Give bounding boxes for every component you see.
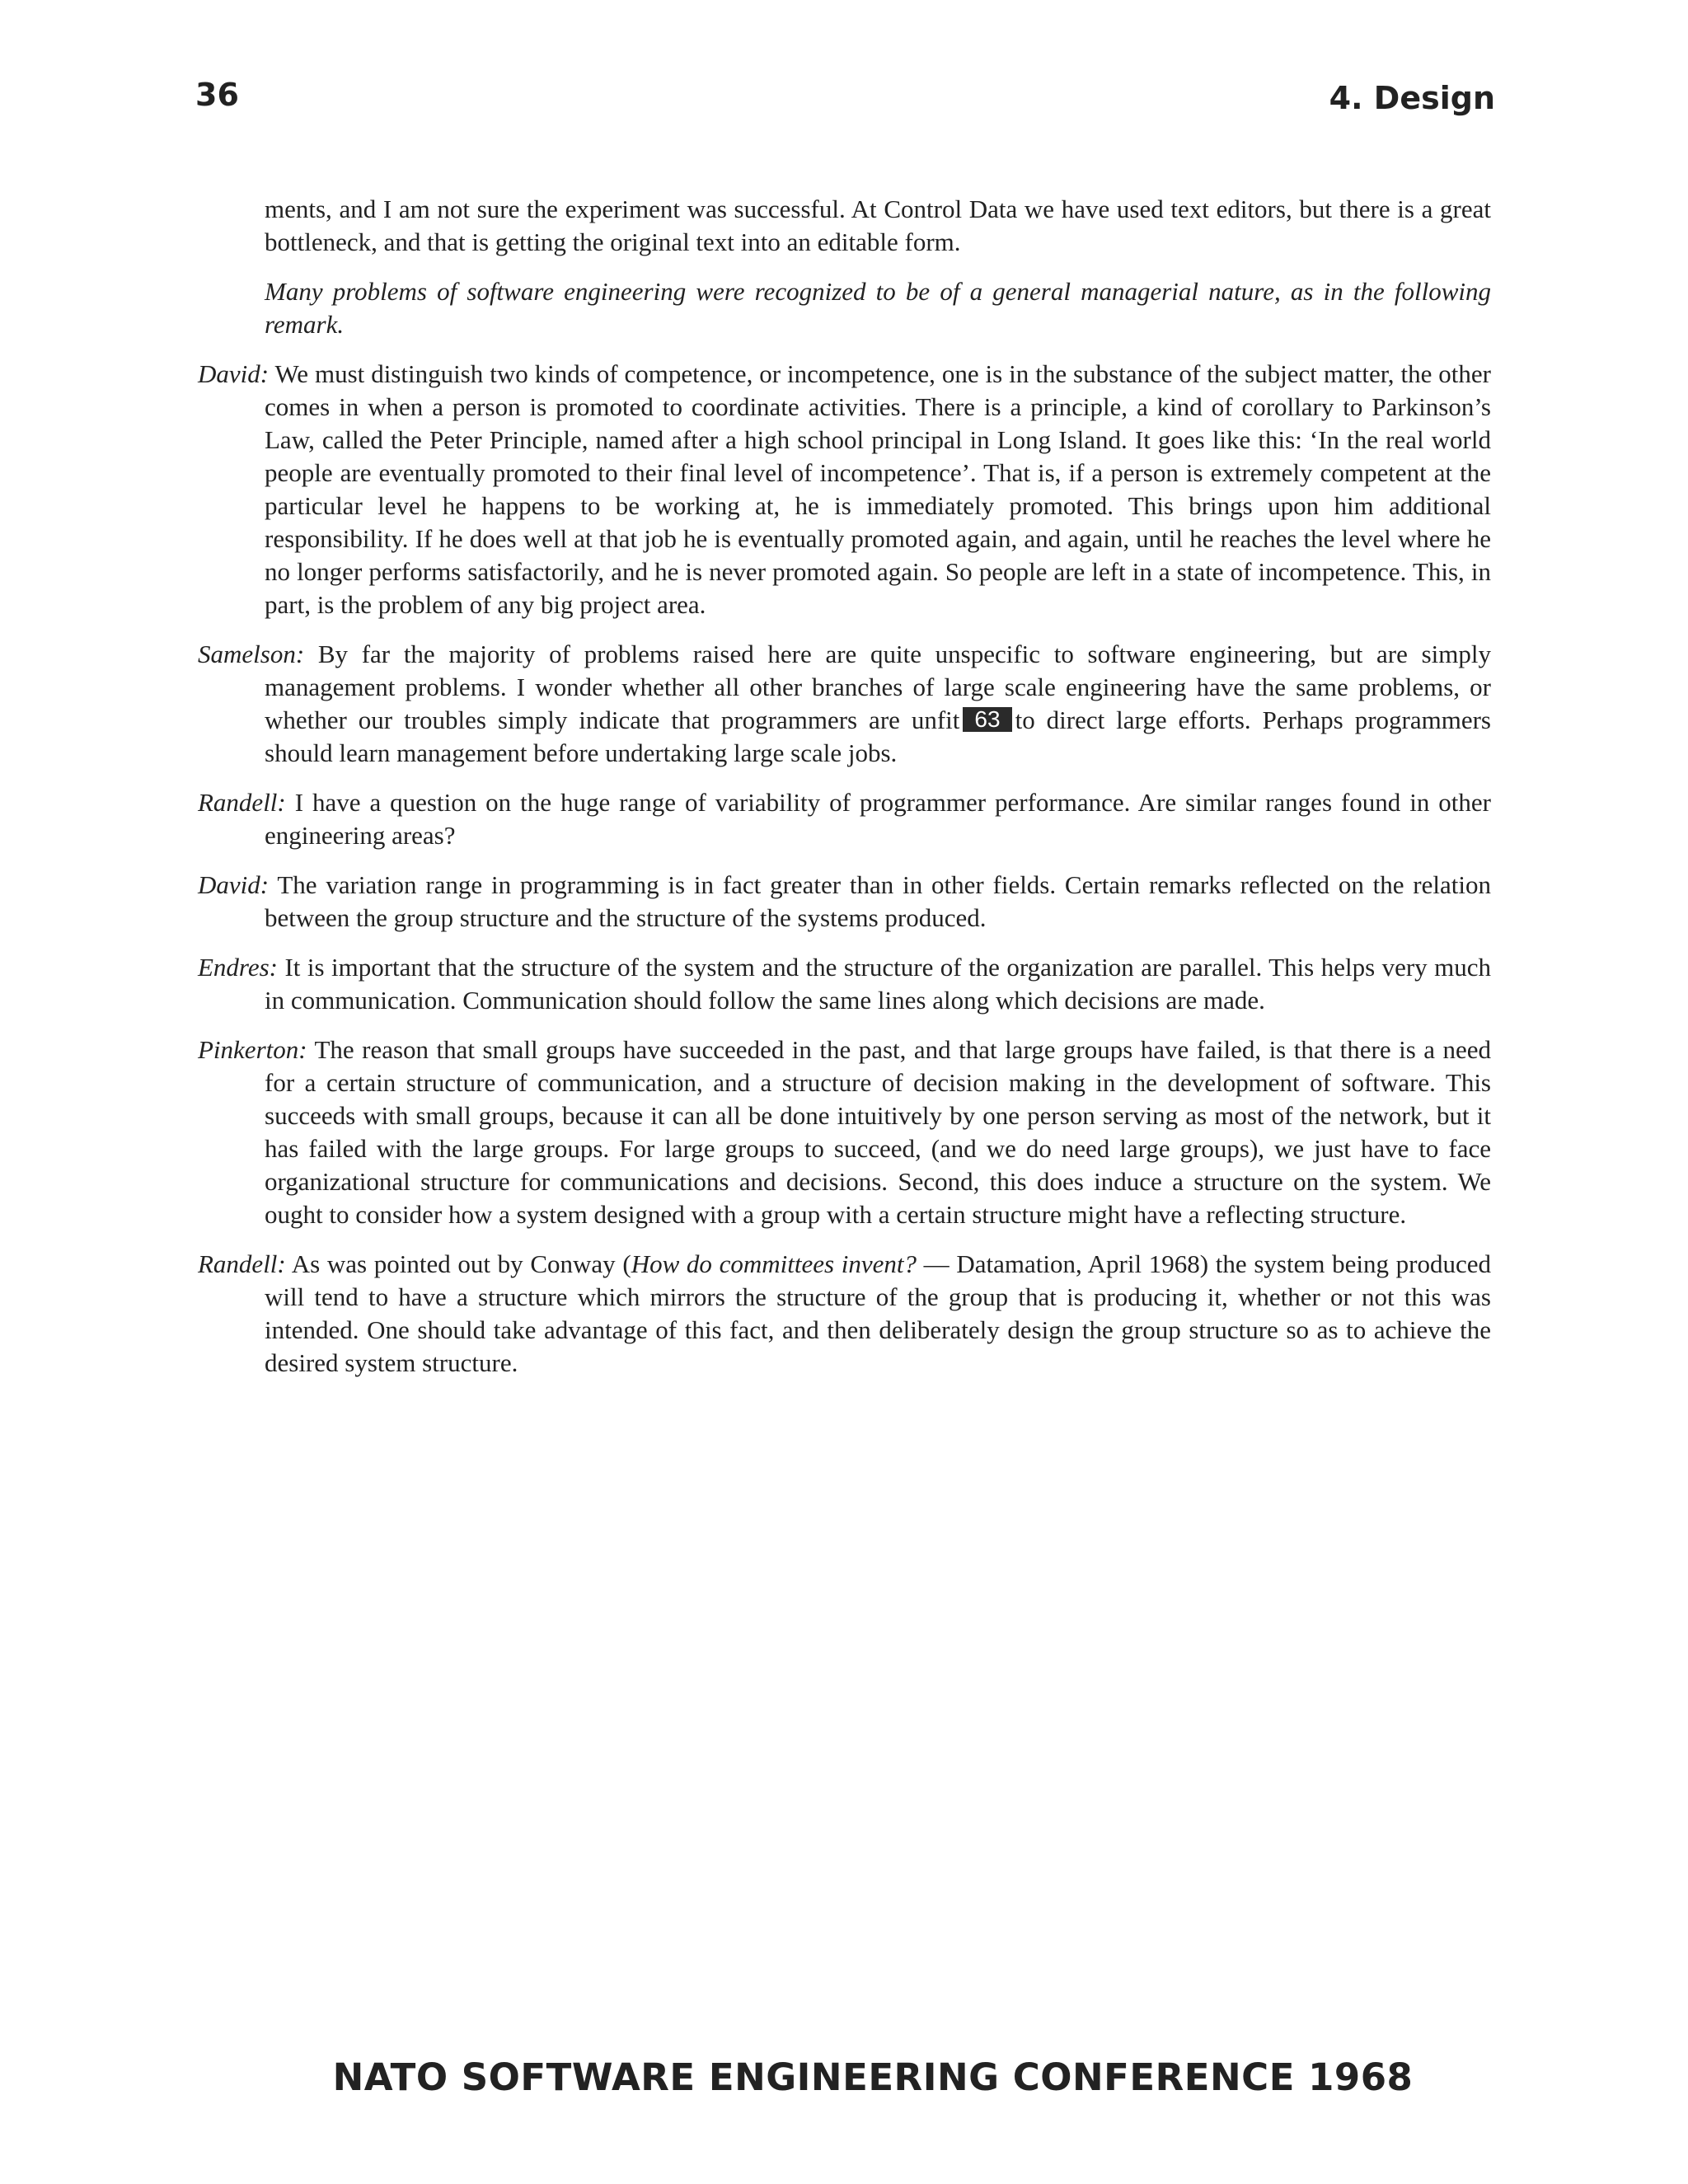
speaker-name: Endres: — [198, 953, 278, 982]
speaker-name: Randell: — [198, 788, 286, 817]
speech-text: We must distinguish two kinds of competence, or incompetence, one is in the substance of the subject matter, the other comes in when a person is promoted to coordinate activities. There is a principle, a kind of corollary to Parkinson’s Law, called the Peter Principle, named after a high school principal in Long Island. It goes like this: ‘In the real world people are eventually promoted to their final level of incompetence’. That is, if a person is extremely competent at the particular level he happens to be working at, he is immediately promoted. This brings upon him additional responsibility. If he does well at that job he is eventually promoted again, and again, until he reaches the level where he no longer performs satisfactorily, and he is never promoted again. So people are left in a state of incompetence. This, in part, is the problem of any big project area. — [265, 359, 1491, 619]
speech-text: The variation range in programming is in fact greater than in other fields. Certain remarks reflected on the relation between the group structure and the structure of the systems produced. — [265, 870, 1491, 932]
speaker-name: Samelson: — [198, 640, 305, 668]
speech-text: As was pointed out by Conway ( — [285, 1249, 631, 1278]
speaker-name: Pinkerton: — [198, 1035, 307, 1064]
speech-text-continued: to direct large efforts. Perhaps programmers should learn management before undertaking large scale jobs. — [265, 705, 1491, 767]
speech-samelson — [198, 638, 1491, 770]
page-marker-badge: 63 — [963, 707, 1011, 732]
speech-randell-2 — [198, 1248, 1491, 1380]
speaker-name: Randell: — [198, 1249, 286, 1278]
page-number: 36 — [195, 77, 239, 113]
speech-pinkerton — [198, 1033, 1491, 1231]
speech-text-continued: — Datamation, April 1968) the system being produced will tend to have a structure which mirrors the structure of the group that is producing it, whether or not this was intended. One should take advantage of this fact, and then deliberately design the group structure so as to achieve the desired system structure. — [265, 1249, 1492, 1377]
speaker-name: David: — [198, 359, 270, 388]
speech-text: It is important that the structure of the system and the structure of the organization are parallel. This helps very much in communication. Communication should follow the same lines along which decisions are made. — [265, 953, 1491, 1015]
speech-david-2 — [198, 869, 1491, 935]
chapter-title: 4. Design — [1329, 80, 1495, 116]
editorial-note: Many problems of software engineering were recognized to be of a general managerial nature, as in the following remark. — [265, 277, 1491, 339]
speech-text: By far the majority of problems raised here are quite unspecific to software engineering, but are simply management problems. I wonder whether all other branches of large scale engineering have the same problems, or whether our troubles simply indicate that programmers are unfit — [265, 640, 1491, 734]
running-footer: NATO SOFTWARE ENGINEERING CONFERENCE 1968 — [332, 2055, 1414, 2099]
speech-david-1 — [198, 358, 1491, 621]
cited-title: How do committees invent? — [631, 1249, 917, 1278]
speech-text: The reason that small groups have succeeded in the past, and that large groups have failed, is that there is a need for a certain structure of communication, and a structure of decision making in the development of software. This succeeds with small groups, because it can all be done intuitively by one person serving as most of the network, but it has failed with the large groups. For large groups to succeed, (and we do need large groups), we just have to face organizational structure for communications and decisions. Second, this does induce a structure on the system. We ought to consider how a system designed with a group with a certain structure might have a reflecting structure. — [265, 1035, 1491, 1229]
speaker-name: David: — [198, 870, 270, 899]
speech-endres — [198, 951, 1491, 1017]
speech-randell-1 — [198, 786, 1491, 852]
speech-text: I have a question on the huge range of variability of programmer performance. Are similar ranges found in other engineering areas? — [265, 788, 1491, 850]
body-text — [198, 193, 1491, 1396]
continuation-paragraph: ments, and I am not sure the experiment was successful. At Control Data we have used text editors, but there is a great bottleneck, and that is getting the original text into an editable form. — [265, 194, 1491, 256]
